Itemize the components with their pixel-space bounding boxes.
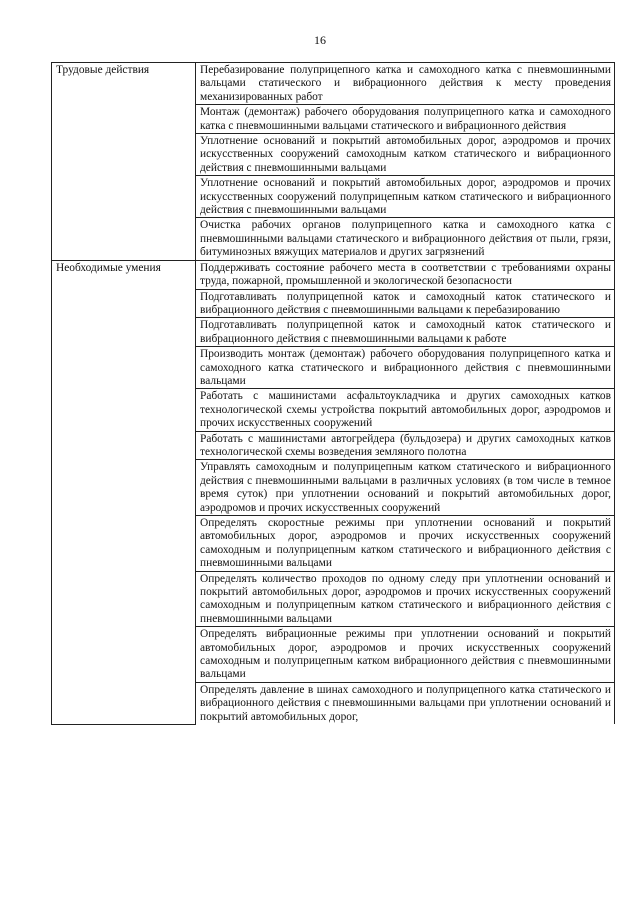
skill-item: Работать с машинистами асфальтоукладчика и других самоходных катков технологической схемы устройства покрытий автомобильных дорог, аэродромов и прочих искусственных сооружений <box>196 389 615 431</box>
labor-action-item: Уплотнение оснований и покрытий автомобильных дорог, аэродромов и прочих искусственных сооружений полуприцепным катком статического и вибрационного действия с пневмошинными вальцами <box>196 176 615 218</box>
labor-action-item: Перебазирование полуприцепного катка и самоходного катка с пневмошинными вальцами статического и вибрационного действия к месту проведения механизированных работ <box>196 63 615 105</box>
row-label-labor-actions: Трудовые действия <box>52 63 196 261</box>
skill-item: Определять вибрационные режимы при уплотнении оснований и покрытий автомобильных дорог, аэродромов и прочих искусственных сооружений самоходным и полуприцепным катком вибрационного действия с пневмошинными вальцами <box>196 627 615 683</box>
spec-table <box>51 62 615 725</box>
skill-item: Определять скоростные режимы при уплотнении оснований и покрытий автомобильных дорог, аэродромов и прочих искусственных сооружений самоходным и полуприцепным катком статического и вибрационного действия с пневмошинными вальцами <box>196 516 615 572</box>
labor-action-item: Монтаж (демонтаж) рабочего оборудования полуприцепного катка и самоходного катка с пневмошинными вальцами статического и вибрационного действия <box>196 105 615 134</box>
table-row <box>52 63 615 105</box>
page-number: 16 <box>314 33 326 47</box>
labor-action-item: Очистка рабочих органов полуприцепного катка и самоходного катка с пневмошинными вальцами статического и вибрационного действия от пыли, грязи, битуминозных вяжущих материалов и других загрязнений <box>196 218 615 260</box>
skill-item: Управлять самоходным и полуприцепным катком статического и вибрационного действия с пневмошинными вальцами в различных условиях (в том числе в темное время суток) при уплотнении оснований и покрытий автомобильных дорог, аэродромов и прочих искусственных сооружений <box>196 460 615 516</box>
skill-item: Определять давление в шинах самоходного и полуприцепного катка статического и вибрационного действия с пневмошинными вальцами при уплотнении оснований и покрытий автомобильных дорог, <box>196 682 615 724</box>
row-label-required-skills: Необходимые умения <box>52 260 196 724</box>
skill-item: Поддерживать состояние рабочего места в соответствии с требованиями охраны труда, пожарной, промышленной и экологической безопасности <box>196 260 615 289</box>
skill-item: Производить монтаж (демонтаж) рабочего оборудования полуприцепного катка и самоходного катка статического и вибрационного действия с пневмошинными вальцами <box>196 347 615 389</box>
skill-item: Подготавливать полуприцепной каток и самоходный каток статического и вибрационного действия с пневмошинными вальцами к работе <box>196 318 615 347</box>
table-row <box>52 260 615 289</box>
skill-item: Работать с машинистами автогрейдера (бульдозера) и других самоходных катков технологической схемы возведения земляного полотна <box>196 431 615 460</box>
skill-item: Подготавливать полуприцепной каток и самоходный каток статического и вибрационного действия с пневмошинными вальцами к перебазированию <box>196 289 615 318</box>
skill-item: Определять количество проходов по одному следу при уплотнении оснований и покрытий автомобильных дорог, аэродромов и прочих искусственных сооружений самоходным и полуприцепным катком статического и вибрационного действия с пневмошинными вальцами <box>196 571 615 627</box>
labor-action-item: Уплотнение оснований и покрытий автомобильных дорог, аэродромов и прочих искусственных сооружений самоходным катком статического и вибрационного действия с пневмошинными вальцами <box>196 134 615 176</box>
